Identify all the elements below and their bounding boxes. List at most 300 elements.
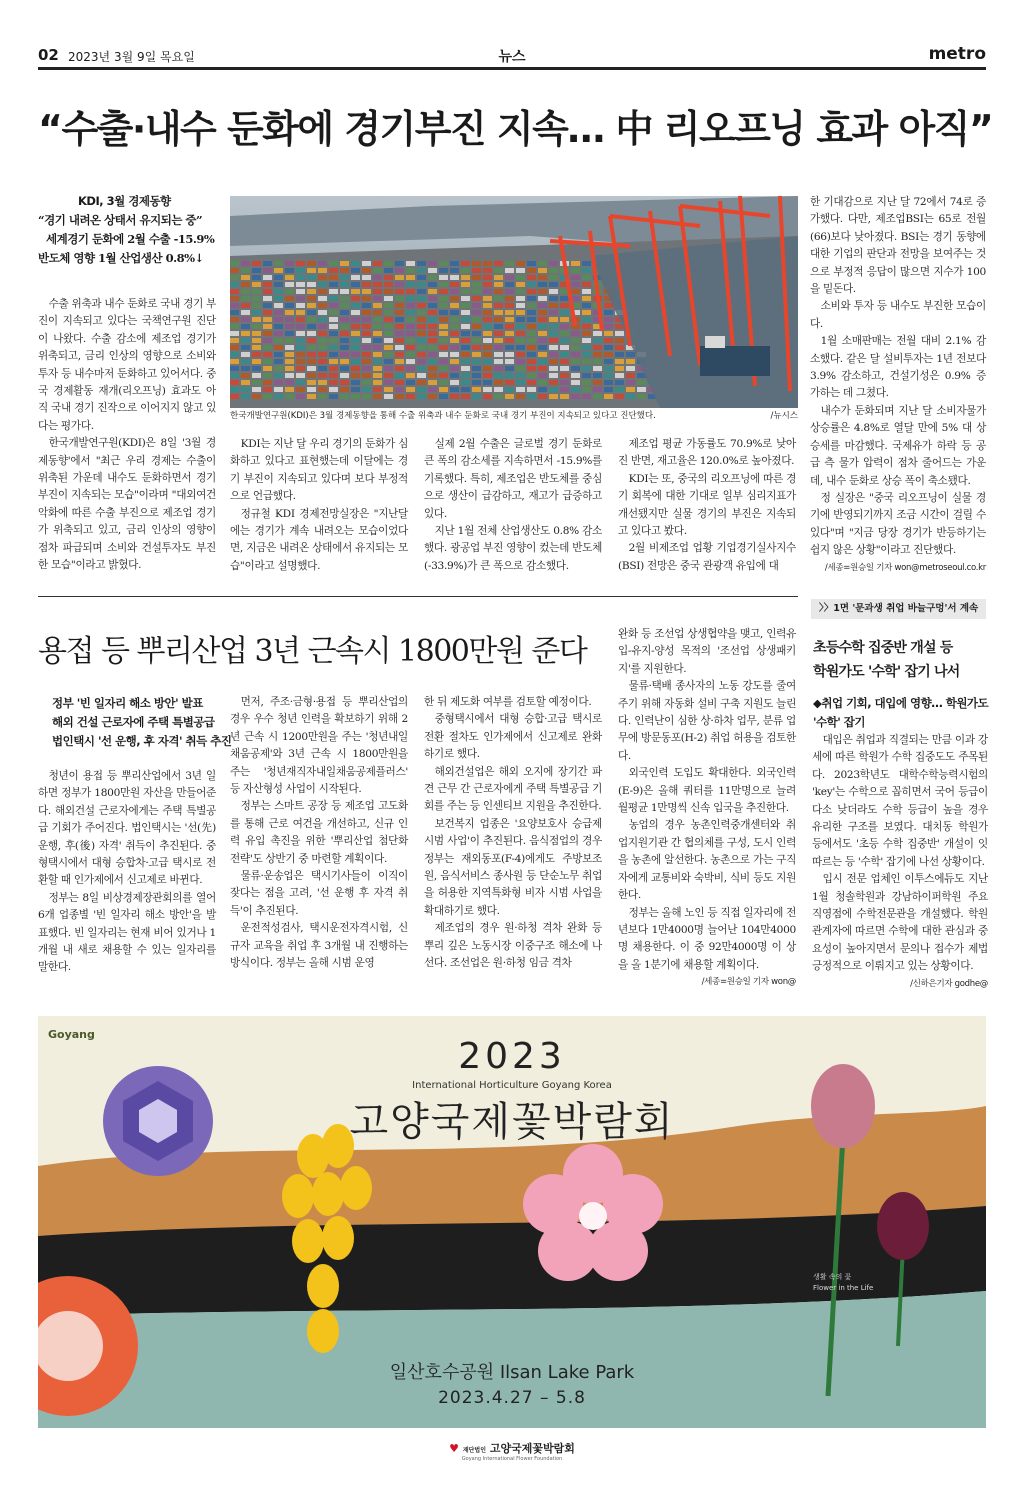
container-block (582, 387, 591, 392)
paragraph: 보건복지 업종은 '요양보호사 승급제 시범 사업'이 추진된다. 음식점업의 경우 정부는 재외동포(F-4)에게도 주방보조원, 음식서비스 종사원 등 단순노무 취업을 허용한 지역특화형 비자 시범 사업을 확대하기로 했다. (424, 817, 602, 917)
paragraph: 한 뒤 제도화 여부를 검토할 예정이다. (424, 696, 592, 708)
container-block (351, 324, 360, 329)
container-block (362, 380, 371, 385)
container-block (516, 345, 525, 350)
container-block (285, 380, 294, 385)
paragraph: 소비와 투자 등 내수도 부진한 모습이다. (810, 300, 986, 330)
container-block (329, 275, 338, 280)
container-block (582, 317, 591, 322)
container-block (395, 387, 404, 392)
container-block (362, 261, 371, 266)
container-block (571, 359, 580, 364)
container-block (428, 359, 437, 364)
container-block (285, 324, 294, 329)
container-block (439, 366, 448, 371)
container-block (274, 275, 283, 280)
container-block (417, 394, 426, 399)
container-block (549, 289, 558, 294)
photo-caption: 한국개발연구원(KDI)은 3월 경제동향을 통해 수출 위축과 내수 둔화로 국내 경기 부진이 지속되고 있다고 진단했다. (230, 411, 656, 421)
container-block (362, 310, 371, 315)
container-block (296, 366, 305, 371)
container-block (604, 366, 613, 371)
container-block (538, 261, 547, 266)
container-block (373, 310, 382, 315)
container-block (483, 261, 492, 266)
container-block (483, 345, 492, 350)
container-block (373, 324, 382, 329)
container-block (329, 331, 338, 336)
container-block (252, 352, 261, 357)
container-block (615, 359, 624, 364)
container-block (362, 338, 371, 343)
container-block (417, 261, 426, 266)
container-block (263, 324, 272, 329)
container-block (472, 352, 481, 357)
container-block (615, 366, 624, 371)
container-block (472, 359, 481, 364)
container-block (296, 310, 305, 315)
article1-headline: “수출·내수 둔화에 경기부진 지속… 中 리오프닝 효과 아직” (38, 107, 993, 151)
container-block (461, 282, 470, 287)
container-block (494, 366, 503, 371)
container-block (428, 303, 437, 308)
container-block (582, 261, 591, 266)
container-block (571, 373, 580, 378)
container-block (505, 373, 514, 378)
photo-caption-row (230, 409, 798, 421)
container-block (483, 387, 492, 392)
container-block (307, 296, 316, 301)
container-block (362, 282, 371, 287)
container-block (428, 268, 437, 273)
article2-column-3 (424, 694, 602, 973)
container-block (274, 296, 283, 301)
article3-subhead: ◆취업 기회, 대입에 영향… 학원가도 (813, 696, 989, 710)
container-block (373, 352, 382, 357)
container-block (439, 380, 448, 385)
container-block (428, 282, 437, 287)
container-block (318, 317, 327, 322)
container-block (571, 282, 580, 287)
container-block (450, 310, 459, 315)
article1-column-1 (38, 296, 216, 575)
container-block (527, 394, 536, 399)
container-block (505, 296, 514, 301)
container-block (461, 331, 470, 336)
container-block (384, 324, 393, 329)
container-block (362, 345, 371, 350)
container-block (285, 296, 294, 301)
container-block (637, 380, 646, 385)
container-block (241, 275, 250, 280)
container-block (307, 289, 316, 294)
container-block (351, 303, 360, 308)
container-block (285, 345, 294, 350)
container-block (461, 338, 470, 343)
container-block (582, 310, 591, 315)
paragraph: 한 기대감으로 지난 달 72에서 74로 증가했다. 다만, 제조업BSI는 65로 전월(66)보다 낮아졌다. BSI는 경기 동향에 대한 기업의 판단과 전망을 보여주는 것으로 부정적 응답이 많으면 지수가 100을 밑돈다. (810, 196, 986, 296)
container-block (428, 387, 437, 392)
container-block (362, 289, 371, 294)
container-block (472, 366, 481, 371)
container-block (263, 331, 272, 336)
container-block (318, 275, 327, 280)
container-block (538, 331, 547, 336)
container-block (461, 387, 470, 392)
container-block (450, 366, 459, 371)
container-block (351, 289, 360, 294)
container-block (417, 338, 426, 343)
container-block (395, 338, 404, 343)
container-block (318, 296, 327, 301)
container-block (450, 345, 459, 350)
container-block (373, 380, 382, 385)
container-block (439, 268, 448, 273)
ad-subtitle-en: International Horticulture Goyang Korea (412, 1080, 612, 1091)
container-block (241, 352, 250, 357)
container-block (549, 282, 558, 287)
container-block (571, 275, 580, 280)
container-block (615, 380, 624, 385)
container-block (637, 394, 646, 399)
container-block (395, 331, 404, 336)
container-block (450, 331, 459, 336)
container-block (318, 366, 327, 371)
container-block (351, 282, 360, 287)
container-block (593, 380, 602, 385)
container-block (505, 345, 514, 350)
ad-year: 2023 (458, 1036, 566, 1077)
article2-byline: /세종=원승일 기자 won@ (701, 977, 796, 988)
container-block (340, 352, 349, 357)
container-block (373, 289, 382, 294)
container-block (296, 282, 305, 287)
container-block (483, 359, 492, 364)
container-block (318, 324, 327, 329)
container-block (538, 345, 547, 350)
article1-column-4 (618, 436, 796, 575)
container-block (307, 324, 316, 329)
container-block (417, 296, 426, 301)
container-block (406, 296, 415, 301)
container-block (230, 380, 239, 385)
container-block (230, 352, 239, 357)
ad-footer-org: 고양국제꽃박람회 (489, 1442, 575, 1455)
container-block (274, 387, 283, 392)
container-block (395, 275, 404, 280)
container-block (362, 387, 371, 392)
page-number: 02 (38, 46, 59, 64)
container-block (527, 373, 536, 378)
container-block (494, 352, 503, 357)
container-block (395, 366, 404, 371)
container-block (538, 317, 547, 322)
container-block (494, 282, 503, 287)
container-block (571, 289, 580, 294)
container-block (384, 352, 393, 357)
container-block (604, 394, 613, 399)
container-block (461, 373, 470, 378)
container-block (417, 352, 426, 357)
container-block (439, 261, 448, 266)
container-block (230, 296, 239, 301)
container-block (615, 352, 624, 357)
container-block (340, 331, 349, 336)
container-block (252, 324, 261, 329)
container-block (351, 338, 360, 343)
container-block (230, 394, 239, 399)
container-block (428, 289, 437, 294)
container-block (417, 373, 426, 378)
container-block (439, 296, 448, 301)
container-block (329, 296, 338, 301)
paragraph: 완화 등 조선업 상생협약을 맺고, 인력유입-유지-양성 목적의 '조선업 상생패키지'를 지원한다. (618, 628, 796, 675)
container-block (450, 338, 459, 343)
article2-subhead: 해외 건설 근로자에 주택 특별공급 (52, 715, 215, 729)
container-block (538, 338, 547, 343)
container-block (450, 303, 459, 308)
container-block (505, 352, 514, 357)
container-block (571, 366, 580, 371)
container-block (582, 303, 591, 308)
container-block (296, 303, 305, 308)
container-block (615, 394, 624, 399)
container-block (417, 275, 426, 280)
container-block (450, 394, 459, 399)
ad-dates: 2023.4.27 – 5.8 (438, 1388, 586, 1408)
paragraph: 입시 전문 업체인 이투스에듀도 지난 1월 청솔학원과 강남하이퍼학원 주요 직영점에 수학전문관을 개설했다. 학원 관계자에 따르면 수학에 대한 관심과 중요성이 높아지면서 문의나 접수가 제법 긍정적으로 이뤄지고 있는 상황이다. (812, 873, 988, 973)
container-block (362, 366, 371, 371)
container-block (307, 317, 316, 322)
container-block (373, 387, 382, 392)
container-block (406, 324, 415, 329)
container-block (340, 366, 349, 371)
container-block (373, 282, 382, 287)
container-block (516, 387, 525, 392)
container-block (626, 359, 635, 364)
container-block (329, 303, 338, 308)
container-block (384, 268, 393, 273)
container-block (384, 261, 393, 266)
container-block (296, 261, 305, 266)
container-block (230, 282, 239, 287)
container-block (494, 317, 503, 322)
container-block (428, 296, 437, 301)
container-block (384, 394, 393, 399)
container-block (549, 359, 558, 364)
container-block (494, 324, 503, 329)
container-block (549, 317, 558, 322)
container-block (384, 359, 393, 364)
container-block (263, 282, 272, 287)
container-block (582, 352, 591, 357)
container-block (340, 275, 349, 280)
container-block (472, 380, 481, 385)
flower-expo-advertisement[interactable] (38, 1016, 986, 1428)
container-block (483, 310, 492, 315)
container-block (472, 268, 481, 273)
paragraph: 한국개발연구원(KDI)은 8일 '3월 경제동향'에서 "최근 우리 경제는 수출이 위축된 가운데 내수도 둔화하면서 경기 부진이 지속되는 모습"이라며 "대외여건 악화에 따른 수출 부진으로 제조업 경기가 위축되고 있고, 금리 인상의 영향이 점차 파급되며 소비와 건설투자도 부진한 모습"이라고 밝혔다. (38, 437, 216, 572)
container-block (373, 296, 382, 301)
container-block (527, 289, 536, 294)
container-block (318, 282, 327, 287)
container-block (230, 366, 239, 371)
container-block (428, 331, 437, 336)
container-block (351, 373, 360, 378)
container-block (472, 373, 481, 378)
container-block (230, 338, 239, 343)
container-block (241, 373, 250, 378)
container-block (472, 345, 481, 350)
container-block (384, 373, 393, 378)
container-block (263, 338, 272, 343)
article1-column-5 (810, 194, 986, 577)
container-block (329, 380, 338, 385)
container-block (483, 331, 492, 336)
container-block (296, 296, 305, 301)
container-block (285, 310, 294, 315)
container-block (604, 359, 613, 364)
container-block (582, 359, 591, 364)
container-block (494, 380, 503, 385)
container-block (560, 338, 569, 343)
container-block (329, 338, 338, 343)
container-block (252, 373, 261, 378)
container-block (538, 303, 547, 308)
container-block (450, 324, 459, 329)
photo-credit: /뉴시스 (770, 411, 798, 421)
container-block (395, 324, 404, 329)
container-block (505, 275, 514, 280)
container-block (626, 373, 635, 378)
container-block (527, 345, 536, 350)
container-block (263, 352, 272, 357)
container-block (527, 310, 536, 315)
container-block (516, 310, 525, 315)
container-block (461, 324, 470, 329)
container-block (263, 345, 272, 350)
container-block (351, 310, 360, 315)
container-block (384, 331, 393, 336)
container-block (395, 352, 404, 357)
container-block (549, 366, 558, 371)
container-block (538, 394, 547, 399)
container-block (285, 387, 294, 392)
container-block (560, 296, 569, 301)
container-block (384, 275, 393, 280)
container-block (461, 352, 470, 357)
article1-subheads (38, 192, 218, 268)
container-block (384, 345, 393, 350)
container-block (318, 289, 327, 294)
container-block (329, 345, 338, 350)
container-block (527, 303, 536, 308)
container-block (604, 387, 613, 392)
container-block (538, 282, 547, 287)
container-block (604, 317, 613, 322)
container-block (604, 380, 613, 385)
container-block (428, 394, 437, 399)
container-block (406, 331, 415, 336)
container-block (241, 345, 250, 350)
paragraph: 내수가 둔화되며 지난 달 소비자물가 상승률은 4.8%로 열달 만에 5% 대 상승세를 마감했다. 국제유가 하락 등 공급 측 물가 압력이 점차 줄어드는 가운데, 내수 둔화로 상승 폭이 축소됐다. (810, 404, 986, 487)
container-block (472, 310, 481, 315)
container-block (439, 338, 448, 343)
container-block (439, 394, 448, 399)
container-block (263, 275, 272, 280)
container-block (527, 380, 536, 385)
container-block (516, 338, 525, 343)
article1-subhead: “경기 내려온 상태서 유지되는 중” (38, 213, 203, 227)
container-block (494, 345, 503, 350)
container-block (362, 324, 371, 329)
container-block (516, 282, 525, 287)
container-block (263, 317, 272, 322)
container-block (241, 296, 250, 301)
container-block (373, 366, 382, 371)
container-block (494, 373, 503, 378)
container-block (538, 289, 547, 294)
container-block (285, 352, 294, 357)
container-block (571, 338, 580, 343)
container-block (538, 373, 547, 378)
container-block (549, 387, 558, 392)
container-block (296, 345, 305, 350)
container-block (384, 303, 393, 308)
container-block (373, 345, 382, 350)
container-block (307, 261, 316, 266)
container-block (593, 352, 602, 357)
container-block (406, 282, 415, 287)
container-block (505, 338, 514, 343)
container-block (252, 394, 261, 399)
container-block (362, 352, 371, 357)
container-block (560, 359, 569, 364)
container-block (505, 303, 514, 308)
paragraph: 정부는 스마트 공장 등 제조업 고도화를 통해 근로 여건을 개선하고, 신규 인력 유입 촉진을 위한 '뿌리산업 첨단화 전략'도 상반기 중 마련할 계획이다. (230, 800, 408, 865)
container-block (527, 338, 536, 343)
container-block (439, 387, 448, 392)
container-block (538, 380, 547, 385)
ad-footer-prefix: 재단법인 (462, 1447, 487, 1454)
container-block (395, 317, 404, 322)
container-block (351, 261, 360, 266)
container-block (307, 366, 316, 371)
container-block (329, 268, 338, 273)
container-block (472, 296, 481, 301)
container-block (230, 359, 239, 364)
container-block (560, 373, 569, 378)
container-block (571, 331, 580, 336)
container-block (593, 373, 602, 378)
container-block (362, 296, 371, 301)
container-block (538, 359, 547, 364)
container-block (571, 380, 580, 385)
container-block (362, 373, 371, 378)
container-block (626, 352, 635, 357)
container-block (483, 324, 492, 329)
container-block (549, 345, 558, 350)
container-block (417, 359, 426, 364)
container-block (461, 296, 470, 301)
container-block (384, 338, 393, 343)
container-block (318, 373, 327, 378)
container-block (516, 352, 525, 357)
container-block (252, 303, 261, 308)
container-block (285, 373, 294, 378)
container-block (296, 289, 305, 294)
container-block (307, 373, 316, 378)
